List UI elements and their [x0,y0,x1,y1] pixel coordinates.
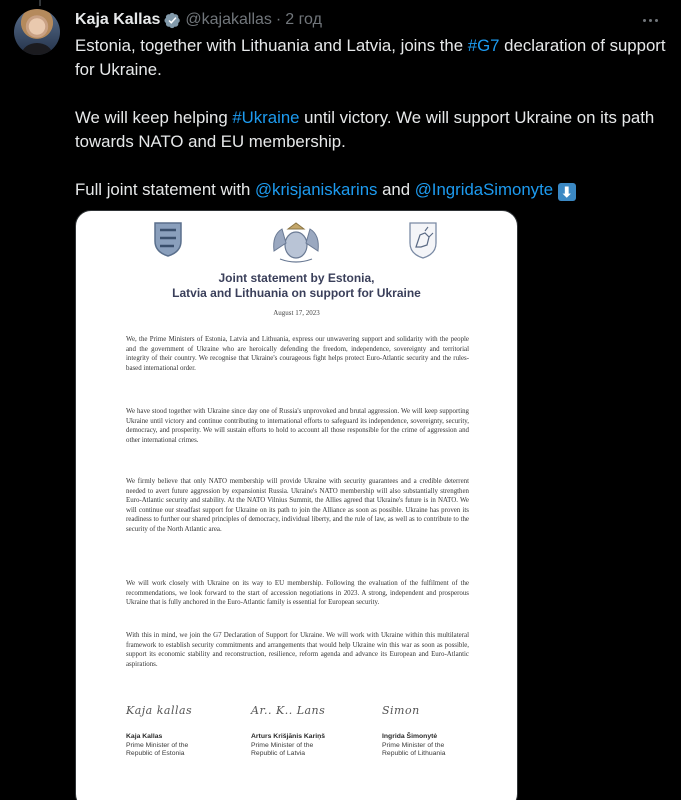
signatory-name: Kaja Kallas [126,733,163,740]
verified-badge-icon [164,12,181,29]
avatar[interactable] [14,9,60,55]
document-paragraph: We firmly believe that only NATO membership will provide Ukraine with security guarantees and a credible deterrent needed to avert future aggression by expansionist Russia. Ukraine's NATO membership will also substantially strengthen Euro-Atlantic security and stability. At the NATO Vilnius Summit, the Allies agreed that Ukraine's future is in NATO. We will continue our steadfast support for Ukraine on its path to join the Alliance as soon as possible. Ukraine has proven its readiness to further our shared principles of democracy, individual liberty, and the rule of law, as well as to contribute to the security of the North Atlantic area. [126,478,469,533]
lithuania-coat-of-arms-icon [407,221,439,259]
signatory-country: Republic of Estonia [126,750,185,758]
handwritten-signature: Simon [382,704,420,717]
user-handle[interactable]: @kajakallas [185,11,272,28]
mention-krisjaniskarins[interactable]: @krisjaniskarins [255,180,378,199]
signatory-country: Republic of Lithuania [382,750,446,758]
tweet-text [75,34,667,202]
signatory-country: Republic of Latvia [251,750,306,758]
signature-block [251,704,371,759]
document-paragraph: With this in mind, we join the G7 Declaration of Support for Ukraine. We will work with Ukraine within this multilateral framework to establish security commitments and arrangements that would help Ukraine win this war as soon as possible, support its economic stability and reconstruction, resilience, reform agenda and advance its European and Euro-Atlantic aspirations. [126,632,469,668]
document-date: August 17, 2023 [273,309,320,317]
signatory-role: Prime Minister of the [126,741,189,749]
signatory-role: Prime Minister of the [251,741,314,749]
separator-dot: · [275,11,282,28]
handwritten-signature: Ar.. K.. Lans [251,704,326,717]
tweet-header [75,9,661,31]
thread-connector-line [39,0,41,6]
joint-statement-document [76,211,517,800]
signatory-role: Prime Minister of the [382,741,445,749]
more-options-icon[interactable] [639,9,661,31]
signatory-name: Arturs Krišjānis Kariņš [251,733,326,740]
display-name[interactable]: Kaja Kallas [75,11,161,28]
down-arrow-emoji-icon: ⬇ [558,183,576,201]
tweet-paragraph-1: Estonia, together with Lithuania and Latvia, joins the #G7 declaration of support for Ukraine. [75,36,666,79]
hashtag-g7[interactable]: #G7 [467,36,500,55]
attached-image[interactable] [75,210,518,800]
document-paragraph: We have stood together with Ukraine since day one of Russia's unprovoked and brutal aggression. We will keep supporting Ukraine until victory and continue contributing to international efforts to safeguard its independence, sovereignty, security, democracy, and prosperity. We will sustain efforts to hold to account all those responsible for the crime of aggression and other international crimes. [126,408,469,444]
signature-block [126,704,246,759]
estonia-coat-of-arms-icon [152,221,184,257]
timestamp[interactable]: 2 год [285,11,322,28]
hashtag-ukraine[interactable]: #Ukraine [232,108,300,127]
mention-ingridasimonyte[interactable]: @IngridaSimonyte [414,180,554,199]
document-paragraph: We will work closely with Ukraine on its way to EU membership. Following the evaluation of the fulfilment of the recommendations, we look forward to the start of accession negotiations in 2023. A strong, independent and prosperous Ukraine that is fully anchored in the Euro-Atlantic family is essential for European security. [126,580,469,607]
latvia-coat-of-arms-icon [268,221,324,263]
handwritten-signature: Kaja kallas [126,704,193,717]
document-title: Joint statement by Estonia, Latvia and Lithuania on support for Ukraine [172,271,421,300]
document-paragraph: We, the Prime Ministers of Estonia, Latvia and Lithuania, express our unwavering support and solidarity with the people and the government of Ukraine who are heroically defending the freedom, independence, sovereignty and territorial integrity of their country. We recognise that Ukraine's courageous fight helps protect Euro-Atlantic security and the rules-based international order. [126,336,469,372]
tweet-paragraph-2: We will keep helping #Ukraine until victory. We will support Ukraine on its path towards NATO and EU membership. [75,108,655,151]
signatory-name: Ingrida Šimonytė [382,733,438,740]
tweet-paragraph-3: Full joint statement with @krisjaniskarins and @IngridaSimonyte ⬇ [75,178,667,202]
signature-block [382,704,502,759]
